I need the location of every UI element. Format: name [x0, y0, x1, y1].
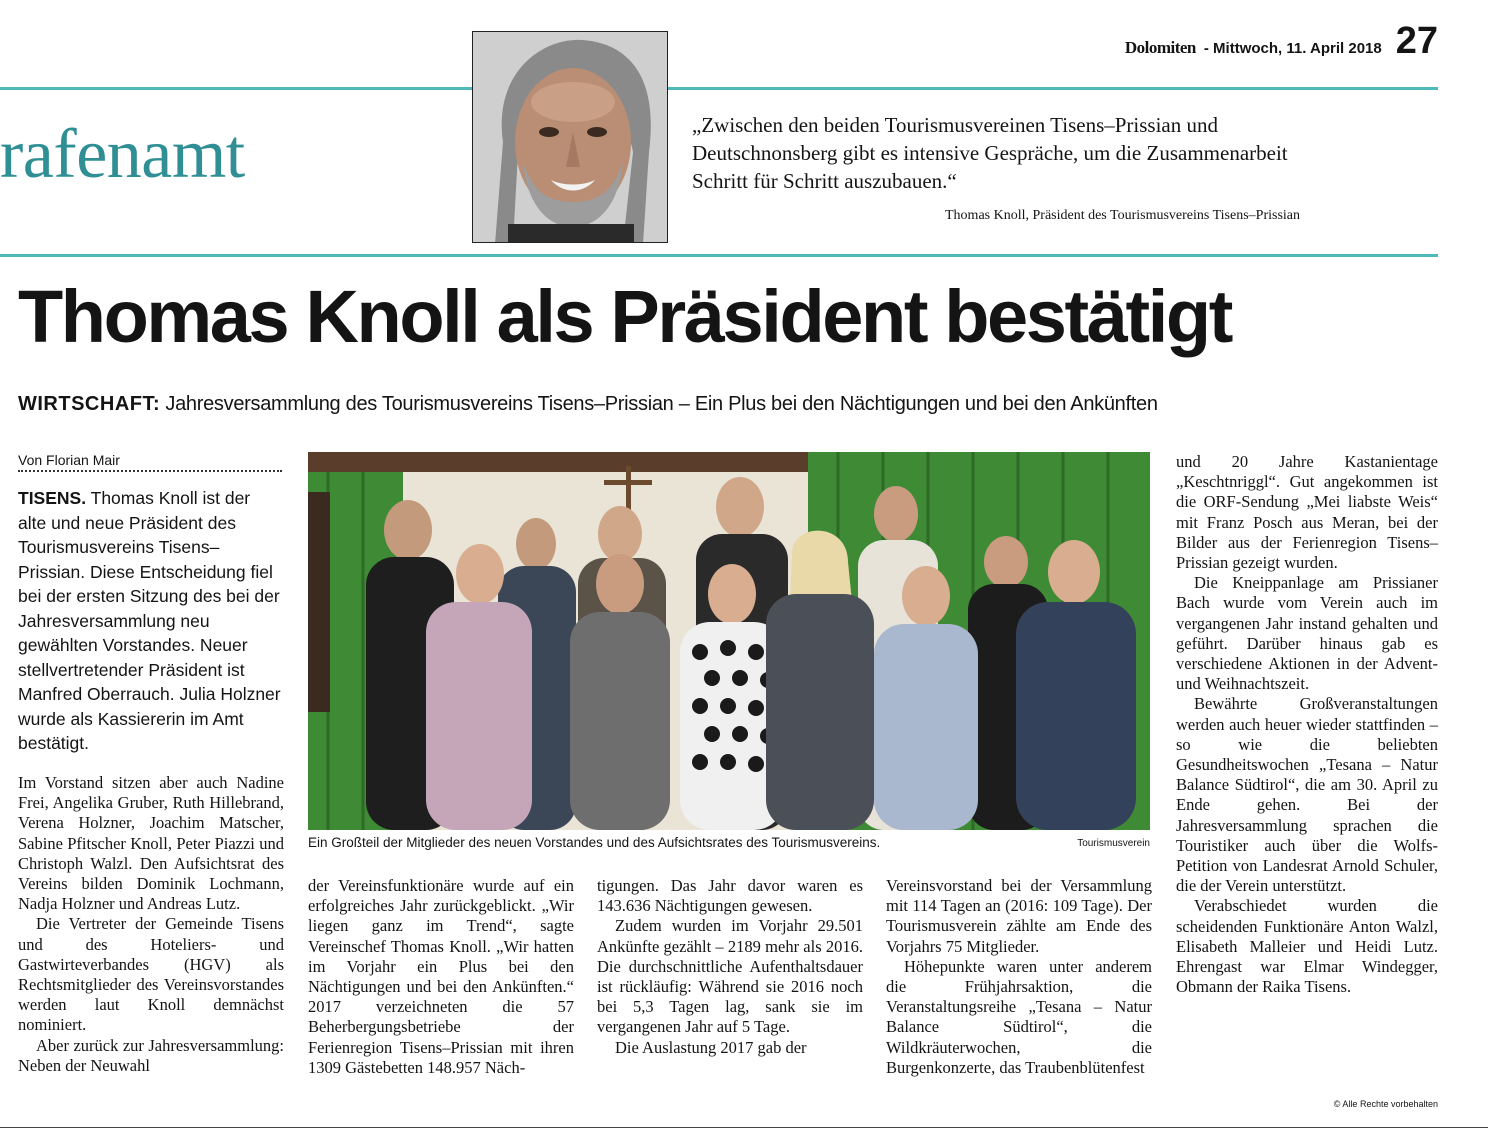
article-subhead [18, 393, 1158, 416]
text-column-5 [1176, 452, 1438, 997]
paragraph: Aber zurück zur Jahresversammlung: Neben der Neuwahl [18, 1035, 284, 1075]
quote-attribution: Thomas Knoll, Präsident des Tourismusvereins Tisens–Prissian [945, 208, 1300, 223]
headline-divider [0, 254, 1438, 257]
paragraph: Bewährte Großveranstaltungen werden auch heuer wieder stattfinden – so wie die beliebten Gesundheitswochen „Tesana – Natur Balance Südtirol“, die am 30. April zu Ende gehen. Bei der Jahresversammlung sprachen die Touristiker auch über die Wolfs-Petition von Landesrat Arnold Schuler, die der Verein unterstützt. [1176, 694, 1438, 896]
dateline: TISENS. [18, 488, 87, 508]
masthead [1125, 22, 1438, 60]
text-column-3 [597, 876, 863, 1058]
paragraph: tigungen. Das Jahr davor waren es 143.636 Nächtigungen gewesen. [597, 876, 863, 916]
paragraph: der Vereinsfunktionäre wurde auf ein erfolgreiches Jahr zurückgeblickt. „Wir liegen ganz im Trend“, sagte Vereinschef Thomas Knoll. „Wir hatten im Vorjahr ein Plus bei den Nächtigungen und bei den Ankünften.“ 2017 verzeichneten die 57 Beherbergungsbetriebe der Ferienregion Tisens–Prissian mit ihren 1309 Gästebetten 148.957 Näch- [308, 876, 574, 1077]
portrait-photo [472, 31, 668, 243]
group-photo [308, 452, 1150, 830]
paragraph: Verabschiedet wurden die scheidenden Funktionäre Anton Walzl, Elisabeth Malleier und Heidi Lutz. Ehrengast war Elmar Windegger, Obmann der Raika Tisens. [1176, 896, 1438, 997]
paragraph: Die Auslastung 2017 gab der [615, 1037, 807, 1057]
top-divider [0, 87, 1438, 90]
lead-paragraph [18, 486, 282, 756]
text-column-2 [308, 876, 574, 1078]
paragraph: Vereinsvorstand bei der Versammlung mit 114 Tagen an (2016: 109 Tage). Der Tourismusverein zählte am Ende des Vorjahrs 75 Mitglieder. [886, 876, 1152, 956]
text-column-1 [18, 773, 284, 1076]
text-column-4 [886, 876, 1152, 1078]
caption-text: Ein Großteil der Mitglieder des neuen Vorstandes und des Aufsichtsrates des Tourismusvereins. [308, 835, 881, 850]
photo-caption [308, 835, 1150, 850]
article-headline: Thomas Knoll als Präsident bestätigt [18, 275, 1231, 358]
paragraph: Die Kneippanlage am Prissianer Bach wurde vom Verein auch im vergangenen Jahr instand gehalten und geführt. Darüber hinaus gab es verschiedene Aktionen in der Advent- und Weihnachtszeit. [1176, 573, 1438, 694]
subhead-keyword: WIRTSCHAFT: [18, 393, 161, 415]
section-title: rafenamt [0, 116, 245, 193]
page-number: 27 [1395, 20, 1438, 62]
subhead-text: Jahresversammlung des Tourismusvereins Tisens–Prissian – Ein Plus bei den Nächtigungen und bei den Ankünften [160, 393, 1158, 415]
lead-text: Thomas Knoll ist der alte und neue Präsident des Tourismusvereins Tisens–Prissian. Diese Entscheidung fiel bei der ersten Sitzung des bei der Jahresversammlung neu gewählten Vorstandes. Neuer stellvertretender Präsident ist Manfred Oberrauch. Julia Holzner wurde als Kassiererin im Amt bestätigt. [18, 488, 281, 753]
newspaper-name: Dolomiten [1124, 38, 1196, 57]
photo-credit: Tourismusverein [1077, 838, 1150, 849]
footer-rule [0, 1127, 1488, 1128]
paragraph: Höhepunkte waren unter anderem die Frühjahrsaktion, die Veranstaltungsreihe „Tesana – Natur Balance Südtirol“, die Wildkräuterwochen, die Burgenkonzerte, das Traubenblütenfest [886, 956, 1152, 1077]
paragraph: Im Vorstand sitzen aber auch Nadine Frei, Angelika Gruber, Ruth Hillebrand, Verena Holzner, Joachim Matscher, Sabine Pfitscher Knoll, Peter Piazzi und Christoph Walzl. Den Aufsichtsrat des Vereins bilden Dominik Lochmann, Nadja Holzner und Andreas Lutz. [18, 773, 284, 914]
paragraph: und 20 Jahre Kastanientage „Keschtnriggl“. Gut angekommen ist die ORF-Sendung „Mei liabste Weis“ mit Franz Posch aus Meran, bei der Bilder aus der Ferienregion Tisens–Prissian gezeigt wurden. [1176, 452, 1438, 573]
paragraph: Zudem wurden im Vorjahr 29.501 Ankünfte gezählt – 2189 mehr als 2016. Die durchschnittliche Aufenthaltsdauer ist rückläufig: Während sie 2016 noch bei 5,3 Tagen lag, sank sie im vergangenen Jahr auf 5 Tage. [597, 916, 863, 1037]
copyright-notice: © Alle Rechte vorbehalten [1333, 1099, 1438, 1109]
issue-date: - Mittwoch, 11. April 2018 [1203, 40, 1382, 57]
byline: Von Florian Mair [18, 452, 282, 472]
pull-quote: „Zwischen den beiden Tourismusvereinen Tisens–Prissian und Deutschnonsberg gibt es intensive Gespräche, um die Zusammenarbeit Schritt für Schritt auszubauen.“ [692, 113, 1288, 193]
paragraph: Die Vertreter der Gemeinde Tisens und des Hoteliers- und Gastwirteverbandes (HGV) als Rechtsmitglieder des Vereinsvorstandes werden laut Knoll demnächst nominiert. [18, 914, 284, 1035]
